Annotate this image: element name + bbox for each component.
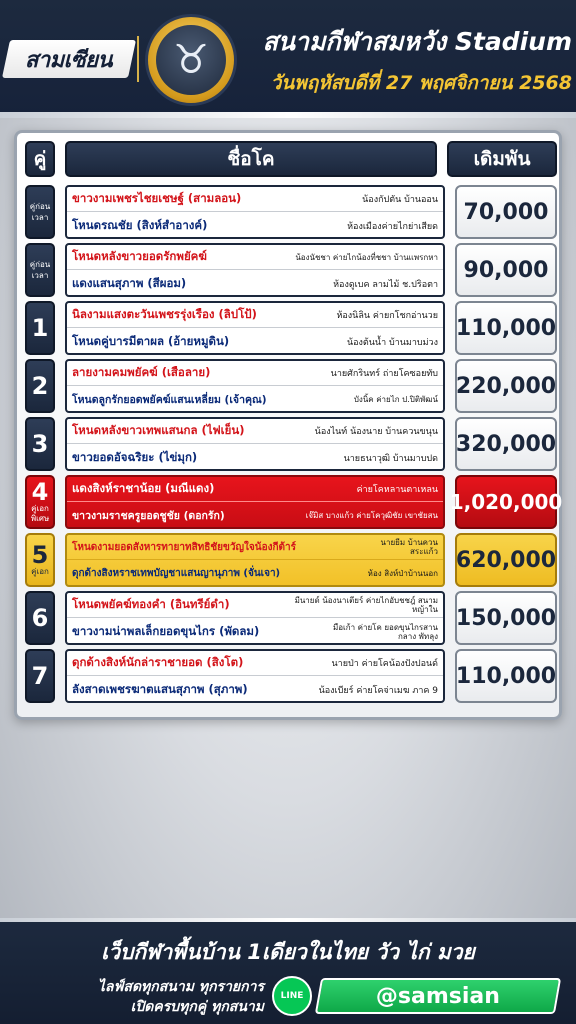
pair-cell <box>25 301 55 355</box>
red-corner-owner: มีนายด์ น้องนาเตียร์ ค่ายไกอับชชฎ์ สนามหญ้าใน <box>294 596 438 614</box>
blue-corner-owner: น้องต้นน้ำ บ้านมาบม่วง <box>346 337 438 348</box>
slogan-sub-1: ไลฟ์สดทุกสนาม ทุกรายการ <box>97 979 264 995</box>
pair-number: 2 <box>31 372 49 400</box>
bet-amount: 70,000 <box>455 185 557 239</box>
pair-cell <box>25 475 55 529</box>
match-cell <box>65 475 445 529</box>
footer-banner <box>0 918 576 1024</box>
pair-number: 5 <box>31 541 49 569</box>
brand-name: สามเซียน <box>25 47 113 73</box>
bull-logo <box>145 14 237 106</box>
blue-corner-cow: ขาวงามน่าพลเล็กยอดขุนไกร (พัดลม) <box>72 623 260 638</box>
blue-corner-owner: ห้องดูเบค ลามไม้ ช.ปริอตา <box>333 279 438 290</box>
red-corner-cow: นิลงามแสงตะวันเพชรรุ่งเรือง (ลิปโป้) <box>72 307 257 321</box>
red-corner-owner: น้องไนท์ น้องนาย บ้านควนขนุน <box>314 427 438 437</box>
event-date: วันพฤหัสบดีที่ 27 พฤศจิกายน 2568 <box>270 72 572 94</box>
pair-note: คู่เอกพิเศษ <box>30 504 50 523</box>
table-row <box>25 301 557 355</box>
blue-corner-cow: โหนดคู่บารมีตาผล (อ้ายหมูดิน) <box>72 333 230 348</box>
match-cell <box>65 185 445 239</box>
match-cell <box>65 591 445 645</box>
match-cell <box>65 301 445 355</box>
match-cell <box>65 533 445 587</box>
pair-cell <box>25 359 55 413</box>
column-header-match: ชื่อโค <box>65 141 437 177</box>
pair-number: 1 <box>31 314 49 342</box>
bull-head-icon: ♉ <box>156 25 226 95</box>
pair-number: 6 <box>31 604 49 632</box>
pair-cell <box>25 533 55 587</box>
bet-amount: 110,000 <box>455 301 557 355</box>
match-cell <box>65 359 445 413</box>
blue-corner-cow: ลังสาดเพชรฆาตแสนสุภาพ (สุภาพ) <box>72 681 248 696</box>
pair-note: คู่ก่อนเวลา <box>29 260 51 280</box>
line-app-icon[interactable]: LINE <box>272 976 312 1016</box>
red-corner-cow: แดงสิงห์ราชาน้อย (มณีแดง) <box>72 481 215 495</box>
red-corner-cow: โหนดหลังขาวเทพแสนกล (ไฟเย็น) <box>72 423 245 437</box>
pair-cell <box>25 591 55 645</box>
pair-cell <box>25 417 55 471</box>
red-corner-owner: น้องกัปตัน บ้านออน <box>362 195 438 205</box>
table-row <box>25 649 557 703</box>
blue-corner-cow: แดงแสนสุภาพ (สีผอม) <box>72 275 187 290</box>
red-corner-owner: นายศักรินทร์ ถ่ายโคซอยทับ <box>330 369 438 379</box>
match-board <box>14 130 562 720</box>
pair-cell <box>25 243 55 297</box>
pair-number: 3 <box>31 430 49 458</box>
table-row <box>25 243 557 297</box>
red-corner-owner: น้องนัชชา ค่ายไกน้องที่ชชา บ้านแพรกหา <box>295 252 438 262</box>
table-row <box>25 417 557 471</box>
pair-number: 4 <box>31 478 49 506</box>
blue-corner-cow: ดุกด้างสิงหราชเทพบัญชาแสนญานุภาพ (จั่นเจา) <box>72 568 281 579</box>
red-corner-owner: นายยีม บ้านควนสระแก้ว <box>380 538 438 556</box>
bet-amount: 220,000 <box>455 359 557 413</box>
header-banner <box>0 0 576 118</box>
red-corner-cow: ดุกด้างสิงห์นักล่าราชายอด (สิงโต) <box>72 655 244 669</box>
blue-corner-cow: ขาวยอดอัจฉริยะ (ไข่มุก) <box>72 449 198 464</box>
red-corner-owner: นายป่า ค่ายโคน้องปังปอนด์ <box>331 659 438 669</box>
bet-amount: 1,020,000 <box>455 475 557 529</box>
column-header-pair: คู่ <box>25 141 55 177</box>
table-row-main <box>25 533 557 587</box>
stadium-title: สนามกีฬาสมหวัง Stadium <box>262 27 572 56</box>
match-cell <box>65 417 445 471</box>
match-cell <box>65 649 445 703</box>
red-corner-cow: ขาวงามเพชรไชยเชษฐ์ (สามลอน) <box>72 191 242 205</box>
bet-amount: 90,000 <box>455 243 557 297</box>
blue-corner-owner: เจ๊มิส บางแก้ว ค่ายโควุฒิชัย เขาชัยสน <box>305 511 438 520</box>
blue-corner-cow: โหนดลูกรักยอดพยัคฆ์แสนเหลี่ยม (เจ้าคุณ) <box>72 394 267 406</box>
bet-amount: 110,000 <box>455 649 557 703</box>
pair-cell <box>25 649 55 703</box>
red-corner-owner: ค่ายโคหลานตาเหลน <box>356 485 438 495</box>
pair-number: 7 <box>31 662 49 690</box>
pair-note: คู่ก่อนเวลา <box>29 202 51 222</box>
pair-note: คู่เอก <box>31 567 49 576</box>
blue-corner-cow: โหนดรณชัย (สิงห์สำอางค์) <box>72 217 208 232</box>
red-corner-cow: โหนดหลังขาวยอดรักพยัคฆ์ <box>72 249 207 263</box>
line-id-label: @samsian <box>375 983 500 1009</box>
brand-logo <box>2 40 136 78</box>
blue-corner-owner: ห้อง สิงห์ป่าบ้านนอก <box>367 569 438 578</box>
divider <box>137 36 139 82</box>
blue-corner-owner: มือเก้า ค่ายโค ยอดขุนไกรสานกลาง พัทลุง <box>332 622 438 641</box>
match-cell <box>65 243 445 297</box>
red-corner-cow: ลายงามคมพยัคฆ์ (เสือลาย) <box>72 365 211 379</box>
line-id-button[interactable] <box>315 978 561 1014</box>
bet-amount: 620,000 <box>455 533 557 587</box>
blue-corner-owner: นายธนาวุฒิ บ้านมาบปด <box>343 453 438 464</box>
table-row-special <box>25 475 563 529</box>
table-row <box>25 591 557 645</box>
blue-corner-cow: ขาวงามราชครูยอดชูชัย (ดอกรัก) <box>72 510 225 522</box>
blue-corner-owner: บังนิ้ค ค่ายไก ป.ปิติพัฒน์ <box>353 395 438 404</box>
bet-amount: 320,000 <box>455 417 557 471</box>
red-corner-owner: ห้องนิลิน ค่ายกโชกอ่านวย <box>336 311 438 321</box>
bet-amount: 150,000 <box>455 591 557 645</box>
pair-cell <box>25 185 55 239</box>
table-row <box>25 359 557 413</box>
red-corner-cow: โหนดพยัคฆ์ทองคำ (อินทรีย์ดำ) <box>72 597 230 611</box>
slogan: เว็บกีฬาพื้นบ้าน 1เดียวในไทย วัว ไก่ มวย <box>101 940 475 964</box>
column-header-bet: เดิมพัน <box>447 141 557 177</box>
table-row <box>25 185 557 239</box>
red-corner-cow: โหนดงามยอดสังหารทายาทสิทธิชัยขวัญใจน้องกีต้าร์ <box>72 541 296 553</box>
slogan-sub-2: เปิดครบทุกคู่ ทุกสนาม <box>130 999 264 1015</box>
blue-corner-owner: ห้องเมืองค่ายไกย่าเสียด <box>347 221 438 232</box>
blue-corner-owner: น้องเบียร์ ค่ายโคจ่าเมฆ ภาค 9 <box>318 685 438 696</box>
